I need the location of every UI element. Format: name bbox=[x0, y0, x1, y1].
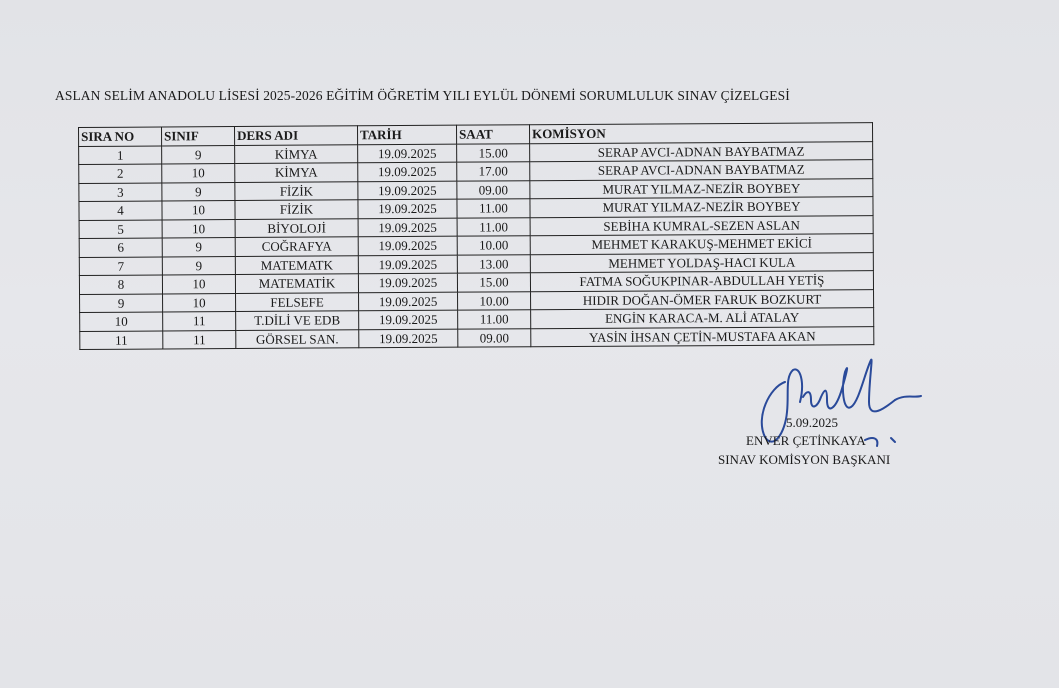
cell-saat: 09.00 bbox=[457, 180, 530, 199]
document-title: ASLAN SELİM ANADOLU LİSESİ 2025-2026 EĞİTİM ÖĞRETİM YILI EYLÜL DÖNEMİ SORUMLULUK SINAV ÇİZELGESİ bbox=[55, 88, 790, 103]
cell-ders-adi: T.DİLİ VE EDB bbox=[236, 311, 359, 330]
signatory-role: SINAV KOMİSYON BAŞKANI bbox=[718, 452, 891, 467]
col-header-ders-adi: DERS ADI bbox=[235, 126, 358, 145]
cell-sinif: 10 bbox=[162, 275, 235, 294]
cell-sira-no: 7 bbox=[79, 256, 162, 275]
col-header-tarih: TARİH bbox=[357, 125, 456, 144]
cell-sinif: 11 bbox=[163, 330, 236, 349]
cell-tarih: 19.09.2025 bbox=[358, 273, 457, 292]
cell-tarih: 19.09.2025 bbox=[358, 218, 457, 237]
cell-tarih: 19.09.2025 bbox=[359, 310, 458, 329]
cell-komisyon: MEHMET YOLDAŞ-HACI KULA bbox=[530, 252, 873, 273]
cell-tarih: 19.09.2025 bbox=[359, 329, 458, 348]
cell-komisyon: FATMA SOĞUKPINAR-ABDULLAH YETİŞ bbox=[530, 271, 873, 292]
cell-sinif: 9 bbox=[162, 238, 235, 257]
cell-ders-adi: COĞRAFYA bbox=[235, 237, 358, 256]
cell-tarih: 19.09.2025 bbox=[358, 162, 457, 181]
cell-sira-no: 11 bbox=[80, 330, 163, 349]
cell-komisyon: SERAP AVCI-ADNAN BAYBATMAZ bbox=[530, 141, 873, 162]
cell-tarih: 19.09.2025 bbox=[359, 292, 458, 311]
cell-tarih: 19.09.2025 bbox=[358, 181, 457, 200]
cell-ders-adi: MATEMATK bbox=[235, 255, 358, 274]
exam-schedule-table bbox=[78, 122, 874, 350]
cell-saat: 11.00 bbox=[457, 217, 530, 236]
cell-tarih: 19.09.2025 bbox=[358, 236, 457, 255]
cell-sira-no: 6 bbox=[79, 238, 162, 257]
cell-komisyon: YASİN İHSAN ÇETİN-MUSTAFA AKAN bbox=[531, 326, 874, 347]
cell-saat: 10.00 bbox=[457, 236, 530, 255]
cell-saat: 11.00 bbox=[458, 310, 531, 329]
cell-sinif: 9 bbox=[162, 145, 235, 164]
cell-ders-adi: KİMYA bbox=[235, 163, 358, 182]
cell-komisyon: MURAT YILMAZ-NEZİR BOYBEY bbox=[530, 178, 873, 199]
cell-sinif: 10 bbox=[162, 219, 235, 238]
cell-saat: 15.00 bbox=[457, 143, 530, 162]
cell-saat: 09.00 bbox=[458, 328, 531, 347]
cell-sinif: 9 bbox=[162, 182, 235, 201]
cell-sira-no: 9 bbox=[80, 293, 163, 312]
cell-sira-no: 1 bbox=[79, 145, 162, 164]
cell-saat: 15.00 bbox=[457, 273, 530, 292]
cell-sinif: 10 bbox=[162, 201, 235, 220]
col-header-saat: SAAT bbox=[456, 125, 529, 144]
cell-sinif: 9 bbox=[162, 256, 235, 275]
cell-komisyon: SEBİHA KUMRAL-SEZEN ASLAN bbox=[530, 215, 873, 236]
signatory-name: ENVER ÇETİNKAYA bbox=[746, 433, 866, 448]
cell-ders-adi: FİZİK bbox=[235, 200, 358, 219]
cell-saat: 10.00 bbox=[458, 291, 531, 310]
cell-sinif: 10 bbox=[162, 164, 235, 183]
cell-ders-adi: KİMYA bbox=[235, 144, 358, 163]
cell-komisyon: HIDIR DOĞAN-ÖMER FARUK BOZKURT bbox=[531, 289, 874, 310]
cell-ders-adi: FELSEFE bbox=[236, 292, 359, 311]
cell-saat: 11.00 bbox=[457, 199, 530, 218]
cell-sinif: 10 bbox=[163, 293, 236, 312]
cell-saat: 13.00 bbox=[457, 254, 530, 273]
cell-sinif: 11 bbox=[163, 312, 236, 331]
cell-ders-adi: BİYOLOJİ bbox=[235, 218, 358, 237]
signature-date: 5.09.2025 bbox=[786, 415, 838, 430]
cell-sira-no: 5 bbox=[79, 219, 162, 238]
cell-ders-adi: FİZİK bbox=[235, 181, 358, 200]
cell-sira-no: 3 bbox=[79, 182, 162, 201]
cell-ders-adi: MATEMATİK bbox=[235, 274, 358, 293]
cell-sira-no: 8 bbox=[79, 275, 162, 294]
cell-komisyon: MEHMET KARAKUŞ-MEHMET EKİCİ bbox=[530, 234, 873, 255]
cell-komisyon: SERAP AVCI-ADNAN BAYBATMAZ bbox=[530, 160, 873, 181]
cell-saat: 17.00 bbox=[457, 162, 530, 181]
col-header-sira-no: SIRA NO bbox=[79, 127, 162, 146]
col-header-sinif: SINIF bbox=[162, 127, 235, 146]
cell-sira-no: 10 bbox=[80, 312, 163, 331]
cell-komisyon: ENGİN KARACA-M. ALİ ATALAY bbox=[531, 308, 874, 329]
cell-komisyon: MURAT YILMAZ-NEZİR BOYBEY bbox=[530, 197, 873, 218]
cell-sira-no: 2 bbox=[79, 164, 162, 183]
cell-ders-adi: GÖRSEL SAN. bbox=[236, 329, 359, 348]
cell-tarih: 19.09.2025 bbox=[358, 144, 457, 163]
cell-sira-no: 4 bbox=[79, 201, 162, 220]
col-header-komisyon: KOMİSYON bbox=[529, 123, 872, 144]
cell-tarih: 19.09.2025 bbox=[358, 255, 457, 274]
cell-tarih: 19.09.2025 bbox=[358, 199, 457, 218]
